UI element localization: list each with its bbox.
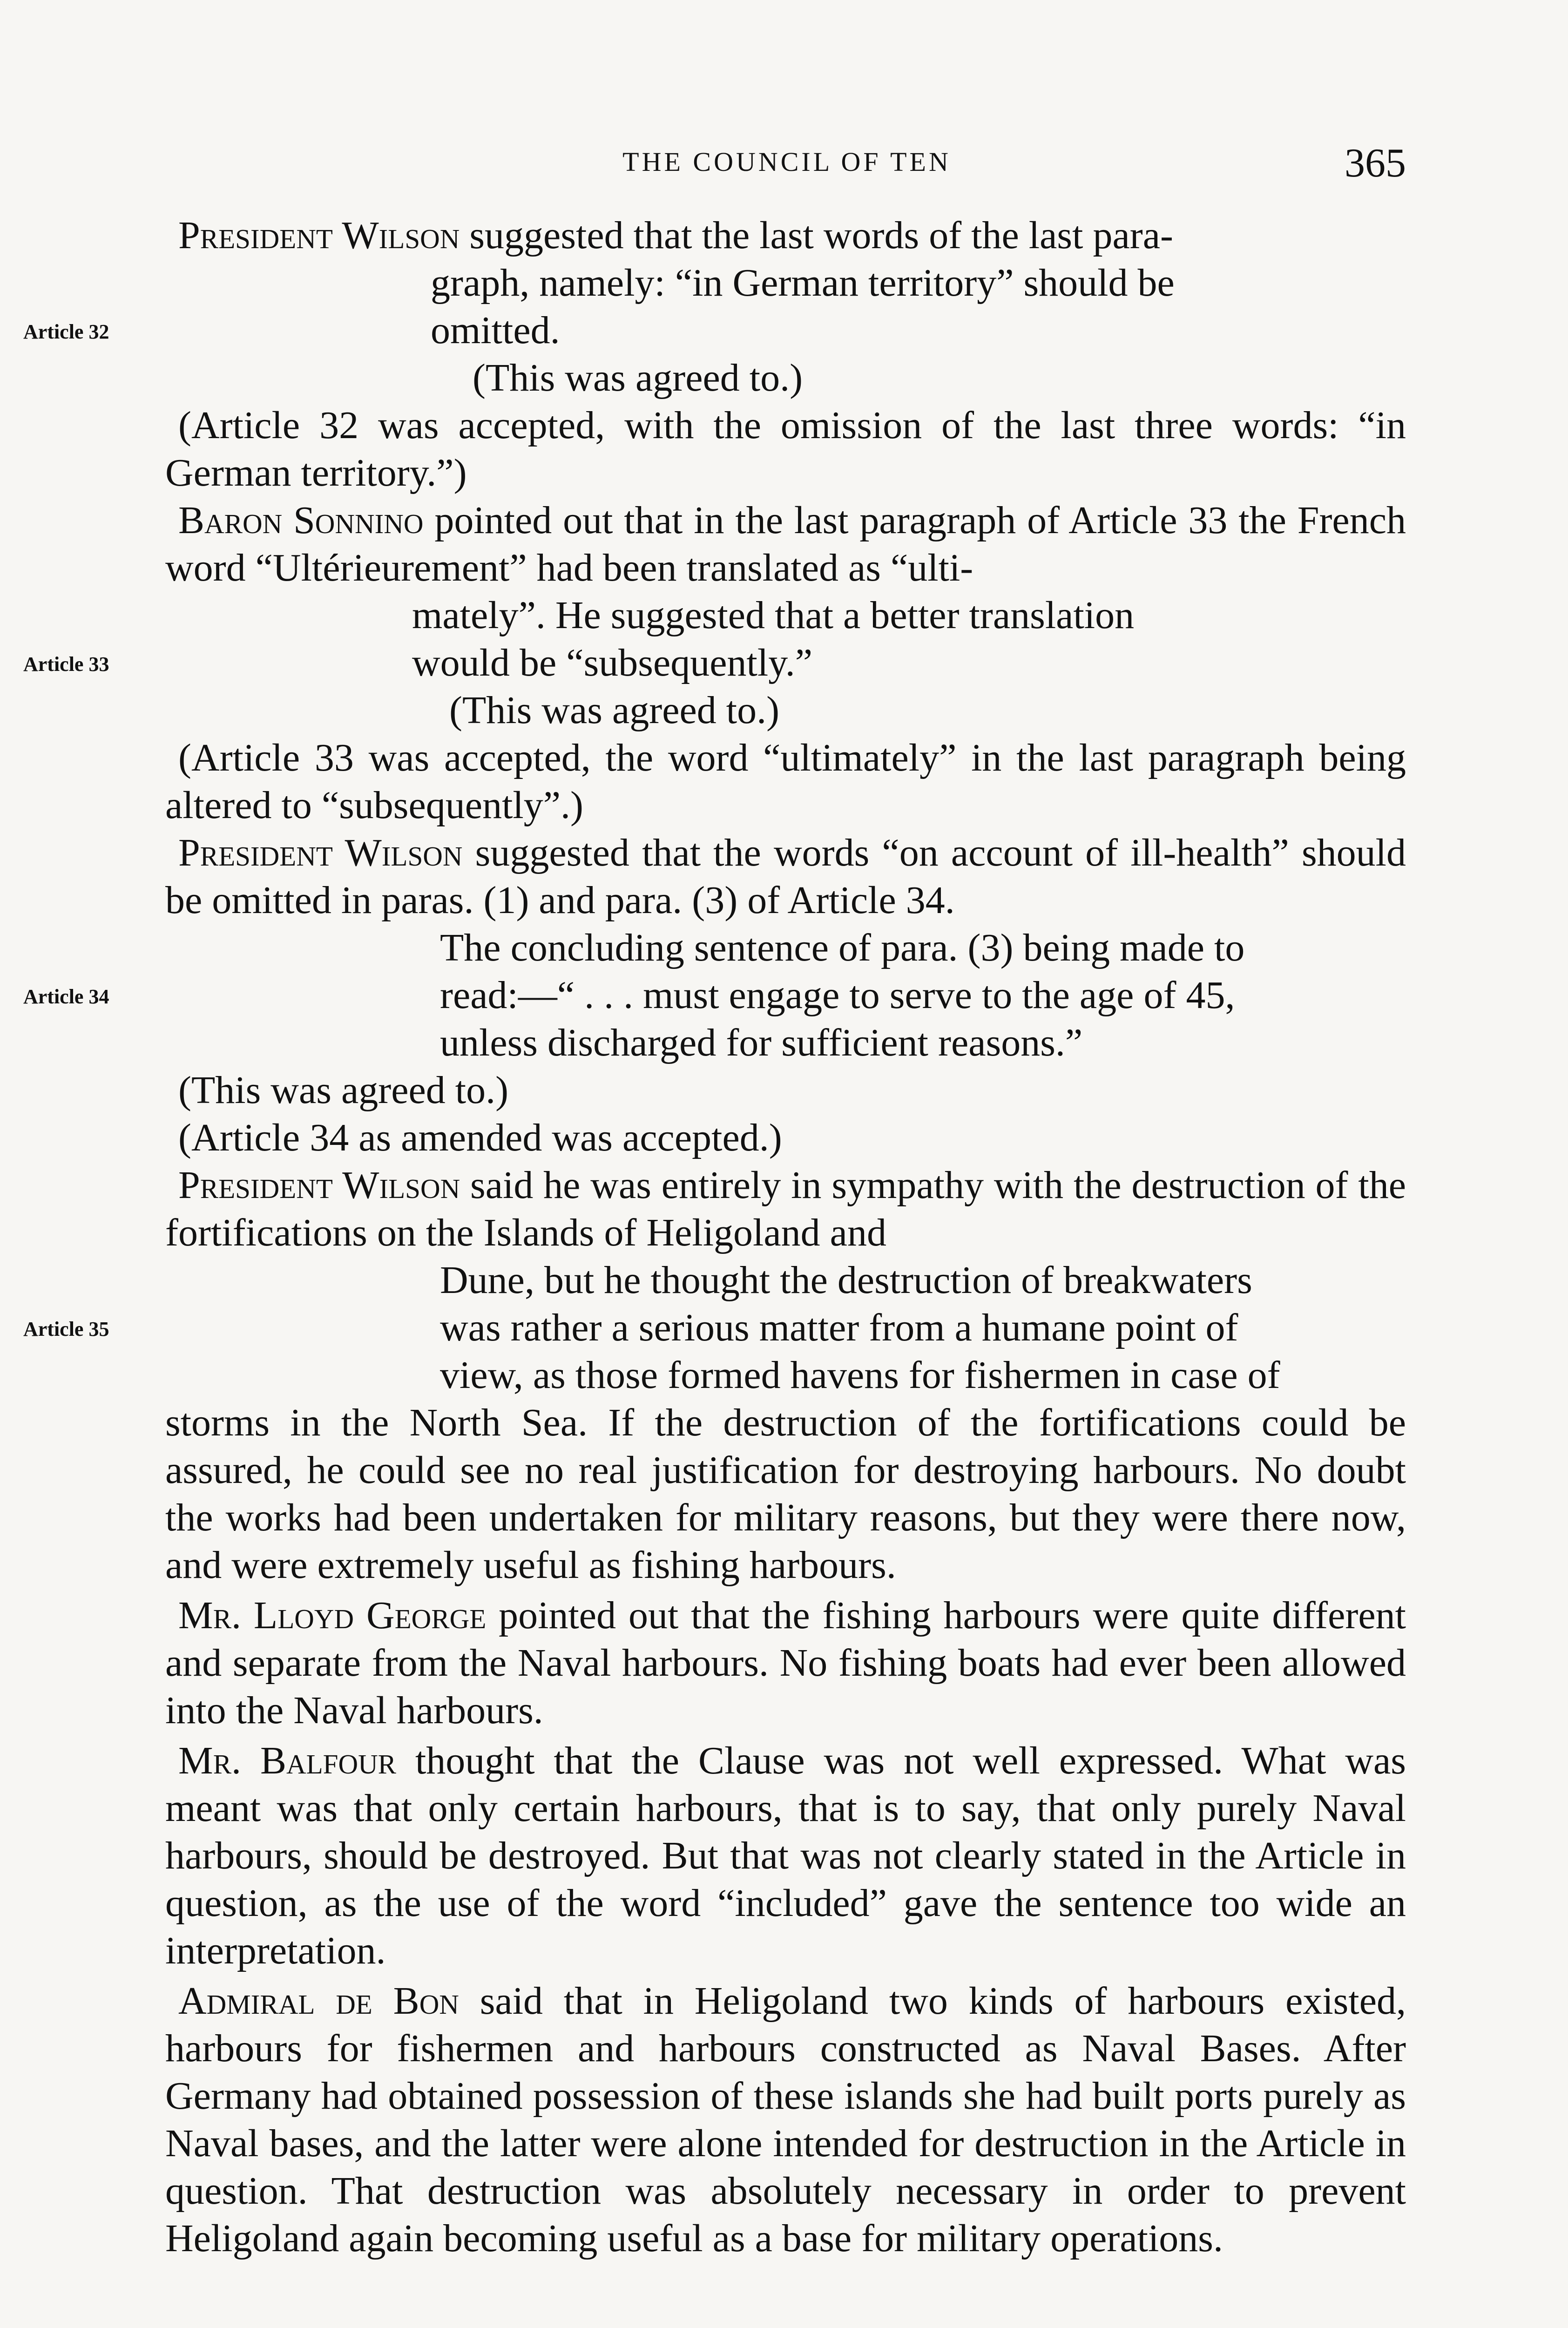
paragraph-article-32-accepted: (Article 32 was accepted, with the omission of the last three words: “in German territory.”)	[165, 404, 1406, 494]
paragraph-lloyd-george: Mr. Lloyd George pointed out that the fishing harbours were quite different and separate from the Naval harbours. No fishing boats had ever been allowed into the Naval harbours.	[165, 1594, 1406, 1732]
paragraph-agreed: (This was agreed to.)	[178, 1069, 509, 1112]
running-header	[168, 140, 1406, 191]
speaker-name: Mr. Lloyd George	[178, 1594, 487, 1637]
margin-note-article-32: Article 32	[23, 320, 109, 343]
speaker-name: President Wilson	[178, 1164, 460, 1207]
margin-note-article-33: Article 33	[23, 653, 109, 676]
paragraph-article-33-accepted: (Article 33 was accepted, the word “ultimately” in the last paragraph being altered to “subsequently”.)	[165, 736, 1406, 827]
speaker-name: Mr. Balfour	[178, 1739, 397, 1782]
speaker-name: President Wilson	[178, 214, 460, 257]
page-number: 365	[1345, 141, 1406, 186]
paragraph-article-34-accepted: (Article 34 as amended was accepted.)	[178, 1116, 782, 1159]
running-title: THE COUNCIL OF TEN	[622, 147, 951, 177]
paragraph-wilson-article-34: President Wilson suggested that the words “on account of ill-health” should be omitted in paras. (1) and para. (3) of Article 34. The concluding sentence of para. (3) being made to read:—“ . . . must engage to serve to the age of 45, Article 34 unless discharged for sufficient reasons.”	[23, 831, 1406, 1064]
paragraph-wilson-article-32: President Wilson suggested that the last words of the last para- graph, namely: “in German territory” should be omitted. Article 32 (This was agreed to.)	[23, 214, 1175, 399]
body-text	[23, 212, 1406, 2262]
paragraph-wilson-article-35: President Wilson said he was entirely in sympathy with the destruction of the fortifications on the Islands of Heligoland and Dune, but he thought the destruction of breakwaters was rather a serious matter from a humane point of Article 35 view, as those formed havens for fishermen in case of storms in the North Sea. If the destruction of the fortifications could be assured, he could see no real justification for destroying harbours. No doubt the works had been undertaken for military reasons, but they were there now, and were extremely useful as fishing harbours.	[23, 1164, 1406, 1587]
margin-note-article-35: Article 35	[23, 1318, 109, 1340]
paragraph-balfour: Mr. Balfour thought that the Clause was not well expressed. What was meant was that only certain harbours, that is to say, that only purely Naval harbours, should be destroyed. But that was not clearly stated in the Article in question, as the use of the word “included” gave the sentence too wide an interpretation.	[165, 1739, 1406, 1972]
paragraph-de-bon: Admiral de Bon said that in Heligoland two kinds of harbours existed, harbours for fishermen and harbours constructed as Naval Bases. After Germany had obtained possession of these islands she had built ports purely as Naval bases, and the latter were alone intended for destruction in the Article in question. That destruction was absolutely necessary in order to prevent Heligoland again becoming useful as a base for military operations.	[165, 1979, 1406, 2260]
paragraph-sonnino-article-33: Baron Sonnino pointed out that in the last paragraph of Article 33 the French word “Ultérieurement” had been translated as “ulti- mately”. He suggested that a better translation would be “subsequently.” Article 33 (This was agreed to.)	[23, 499, 1406, 732]
speaker-name: Admiral de Bon	[178, 1979, 459, 2023]
speaker-name: Baron Sonnino	[178, 499, 424, 542]
speaker-name: President Wilson	[178, 831, 463, 874]
margin-note-article-34: Article 34	[23, 985, 109, 1008]
